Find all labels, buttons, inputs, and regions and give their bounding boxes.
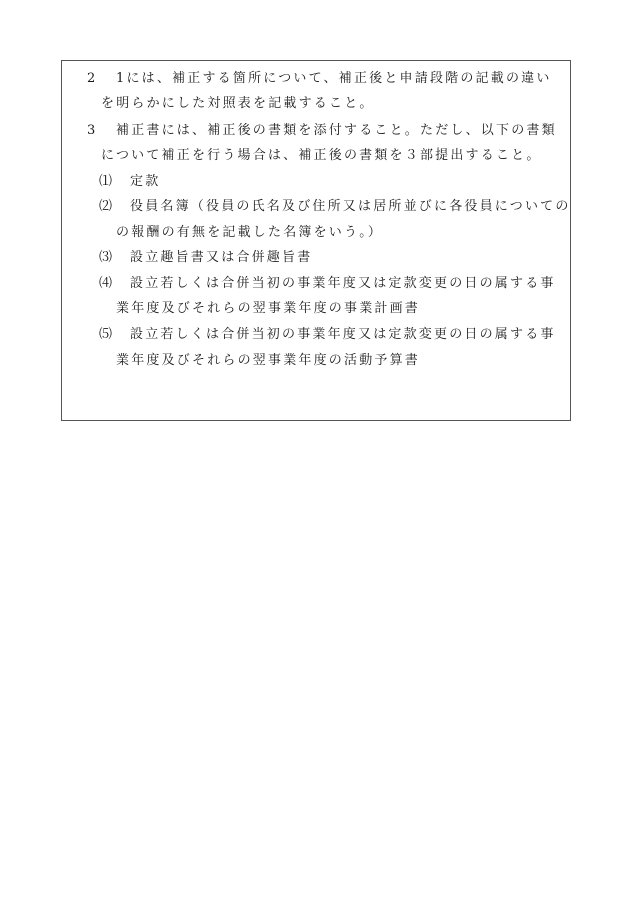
subitem-2-number: ⑵ (99, 199, 113, 214)
item-2-line-1: 1には、補正する箇所について、補正後と申請段階の記載の違い (116, 71, 552, 86)
item-3-line-1: 補正書には、補正後の書類を添付すること。ただし、以下の書類 (116, 123, 557, 138)
subitem-5-line-1: 設立若しくは合併当初の事業年度又は定款変更の日の属する事 (130, 327, 556, 342)
subitem-1-number: ⑴ (99, 174, 113, 189)
subitem-2-line-2: の報酬の有無を記載した名簿をいう。） (116, 225, 384, 240)
subitem-4-line-1: 設立若しくは合併当初の事業年度又は定款変更の日の属する事 (130, 276, 556, 291)
subitem-3-line-1: 設立趣旨書又は合併趣旨書 (130, 250, 313, 265)
subitem-2-line-1: 役員名簿（役員の氏名及び住所又は居所並びに各役員についての (130, 199, 571, 214)
subitem-4-line-2: 業年度及びそれらの翌事業年度の事業計画書 (116, 301, 421, 316)
subitem-1-line-1: 定款 (130, 174, 161, 189)
subitem-5-line-2: 業年度及びそれらの翌事業年度の活動予算書 (116, 353, 421, 368)
item-3-number: 3 (87, 123, 96, 138)
subitem-3-number: ⑶ (99, 250, 113, 265)
subitem-4-number: ⑷ (99, 276, 113, 291)
item-2-number: 2 (87, 71, 96, 86)
item-3-line-2: について補正を行う場合は、補正後の書類を３部提出すること。 (101, 148, 542, 163)
subitem-5-number: ⑸ (99, 327, 113, 342)
item-2-line-2: を明らかにした対照表を記載すること。 (101, 96, 375, 111)
